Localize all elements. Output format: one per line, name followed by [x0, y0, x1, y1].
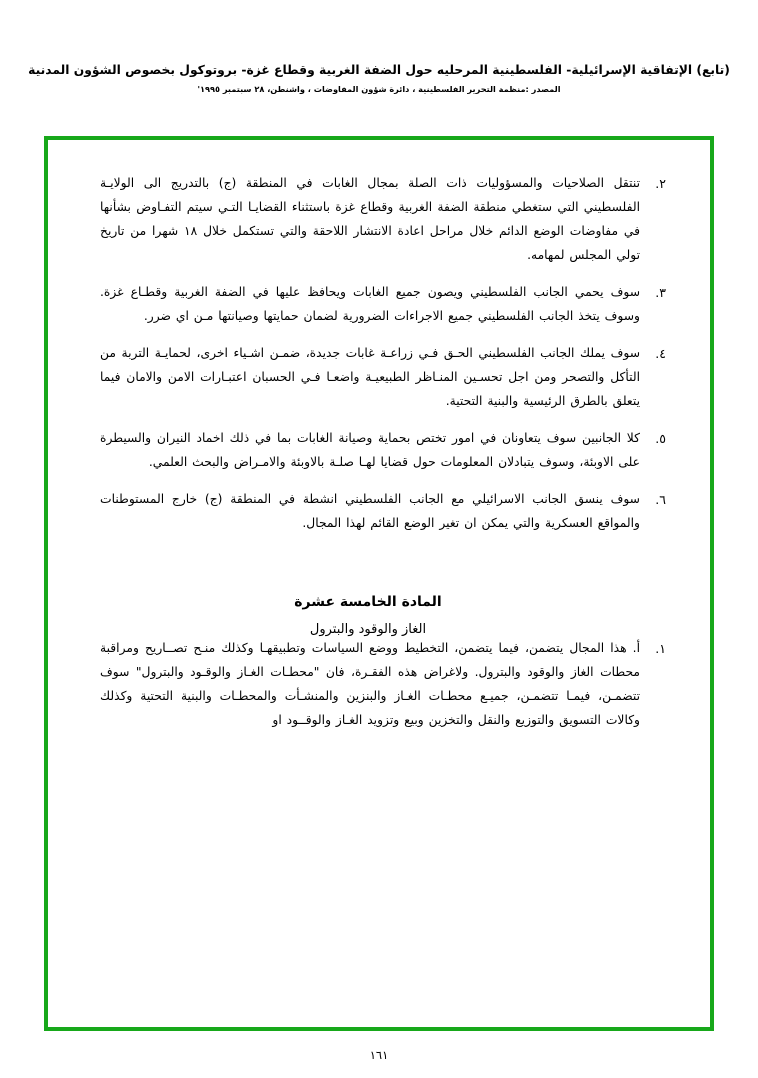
- list-item-marker: ٥.: [655, 430, 666, 446]
- list-item: [100, 281, 666, 329]
- list-item-text: سوف يملك الجانب الفلسطيني الحـق فـي زراعـة غابات جديدة، ضمـن اشـياء اخرى، لحمايـة التربة من التأكل والتصحر ومن اجل تحسـين المنـاظر الطبيعيـة واضعـا فـي الحسبان اعتبـارات الامن والامان فيما يتعلق بالطرق الرئيسية والبنية التحتية.: [100, 345, 640, 408]
- list-item-text: كلا الجانبين سوف يتعاونان في امور تختص بحماية وصيانة الغابات بما في ذلك اخماد النيران والسيطرة على الاوبئة، وسوف يتبادلان المعلومات حول قضايا لهـا صلـة بالاوبئة والامـراض والبحث العلمي.: [100, 430, 640, 469]
- list-item-marker: ٣.: [655, 284, 666, 300]
- document-header: [0, 62, 758, 96]
- list-item-marker: ٦.: [655, 491, 666, 507]
- list-item-text: سوف يحمي الجانب الفلسطيني ويصون جميع الغابات ويحافظ عليها في الضفة الغربية وقطـاع غزة. وسوف يتخذ الجانب الفلسطيني جميع الاجراءات الضرورية لضمان حمايتها وصيانتها مـن اي ضرر.: [100, 284, 640, 323]
- list-item: [100, 427, 666, 475]
- list-item: [100, 342, 666, 414]
- list-item: [100, 637, 666, 733]
- numbered-list: [100, 172, 666, 536]
- list-item: [100, 488, 666, 536]
- content-frame: [44, 136, 714, 1031]
- header-source: المصدر :منظمة التحرير الفلسطينية ، دائرة شؤون المفاوضات ، واشنطن، ٢٨ سبتمبر ١٩٩٥': [197, 84, 561, 95]
- list-item-text: أ. هذا المجال يتضمن، فيما يتضمن، التخطيط ووضع السياسات وتطبيقهـا وكذلك منـح تصــاريح ومراقبة محطات الغاز والوقود والبترول. ولاغراض هذه الفقـرة، فان "محطـات الغـاز والوقـود والبترول" سوف تتضمـن، فيمـا تتضمـن، جميـع محطـات الغـاز والبنزين والمنشـأت والمحطـات والبنية التحتية وكذلك وكالات التسويق والتوزيع والنقل والتخزين وبيع وتزويد الغـاز والوقــود او: [100, 640, 640, 727]
- section-subtitle: الغاز والوقود والبترول: [309, 621, 427, 637]
- page-number: ١٦١: [369, 1048, 389, 1062]
- numbered-list-section-two: [100, 637, 666, 733]
- list-item-marker: ٤.: [655, 345, 666, 361]
- document-body: [100, 172, 666, 745]
- list-item-marker: ١.: [655, 640, 666, 656]
- list-item-marker: ٢.: [655, 176, 666, 191]
- list-item-text: تنتقل الصلاحيات والمسؤوليات ذات الصلة بمجال الغابات في المنطقة (ج) بالتدريج الى الولايـة الفلسطيني التي ستغطي منطقة الضفة الغربية وقطاع غزة باستثناء القضايـا التـي سيتم التفـاوض بشأنها في مفاوضات الوضع الدائم خلال مراحل اعادة الانتشار اللاحقة والتي تستكمل خلال ١٨ شهرا من تاريخ تولي المجلس لمهامه.: [100, 176, 640, 262]
- section-title: المادة الخامسة عشرة: [294, 593, 442, 610]
- list-item-text: سوف ينسق الجانب الاسرائيلي مع الجانب الفلسطيني انشطة في المنطقة (ج) خارج المستوطنات والمواقع العسكرية والتي يمكن ان تغير الوضع القائم لهذا المجال.: [100, 491, 640, 530]
- header-title: (تابع) الإتفاقية الإسرائيلية- الفلسطينية المرحليه حول الضفة الغربية وقطاع غزة- بروتوكول بخصوص الشؤون المدنية: [28, 63, 730, 77]
- list-item: [100, 172, 666, 268]
